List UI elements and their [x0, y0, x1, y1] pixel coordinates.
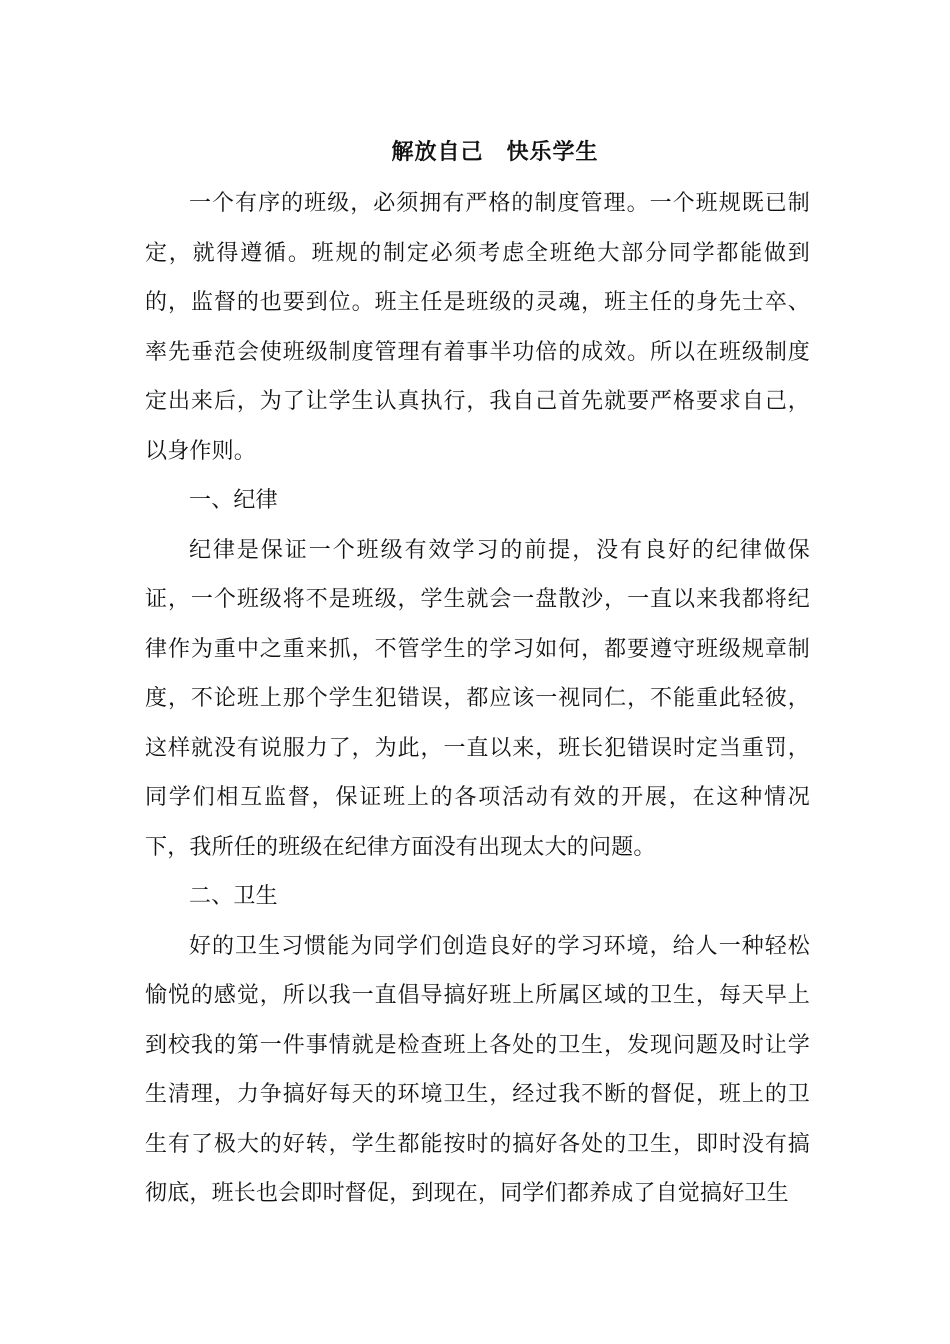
- paragraph-hygiene: 好的卫生习惯能为同学们创造良好的学习环境，给人一种轻松愉悦的感觉，所以我一直倡导搞好班上所属区域的卫生，每天早上到校我的第一件事情就是检查班上各处的卫生，发现问题及时让学生清理，力争搞好每天的环境卫生，经过我不断的督促，班上的卫生有了极大的好转，学生都能按时的搞好各处的卫生，即时没有搞彻底，班长也会即时督促，到现在，同学们都养成了自觉搞好卫生: [145, 933, 810, 1206]
- paragraph-intro: 一个有序的班级，必须拥有严格的制度管理。一个班规既已制定，就得遵循。班规的制定必须考虑全班绝大部分同学都能做到的，监督的也要到位。班主任是班级的灵魂，班主任的身先士卒、率先垂范会使班级制度管理有着事半功倍的成效。所以在班级制度定出来后，为了让学生认真执行，我自己首先就要严格要求自己，以身作则。: [145, 191, 810, 464]
- section-heading-hygiene: 二、卫生: [189, 884, 278, 909]
- document-body: [145, 179, 810, 1219]
- section-heading-discipline: 一、纪律: [189, 488, 278, 513]
- document-title: 解放自己 快乐学生: [391, 139, 599, 165]
- paragraph-discipline: 纪律是保证一个班级有效学习的前提，没有良好的纪律做保证，一个班级将不是班级，学生就会一盘散沙，一直以来我都将纪律作为重中之重来抓，不管学生的学习如何，都要遵守班级规章制度，不论班上那个学生犯错误，都应该一视同仁，不能重此轻彼，这样就没有说服力了，为此，一直以来，班长犯错误时定当重罚，同学们相互监督，保证班上的各项活动有效的开展，在这种情况下，我所任的班级在纪律方面没有出现太大的问题。: [145, 537, 810, 860]
